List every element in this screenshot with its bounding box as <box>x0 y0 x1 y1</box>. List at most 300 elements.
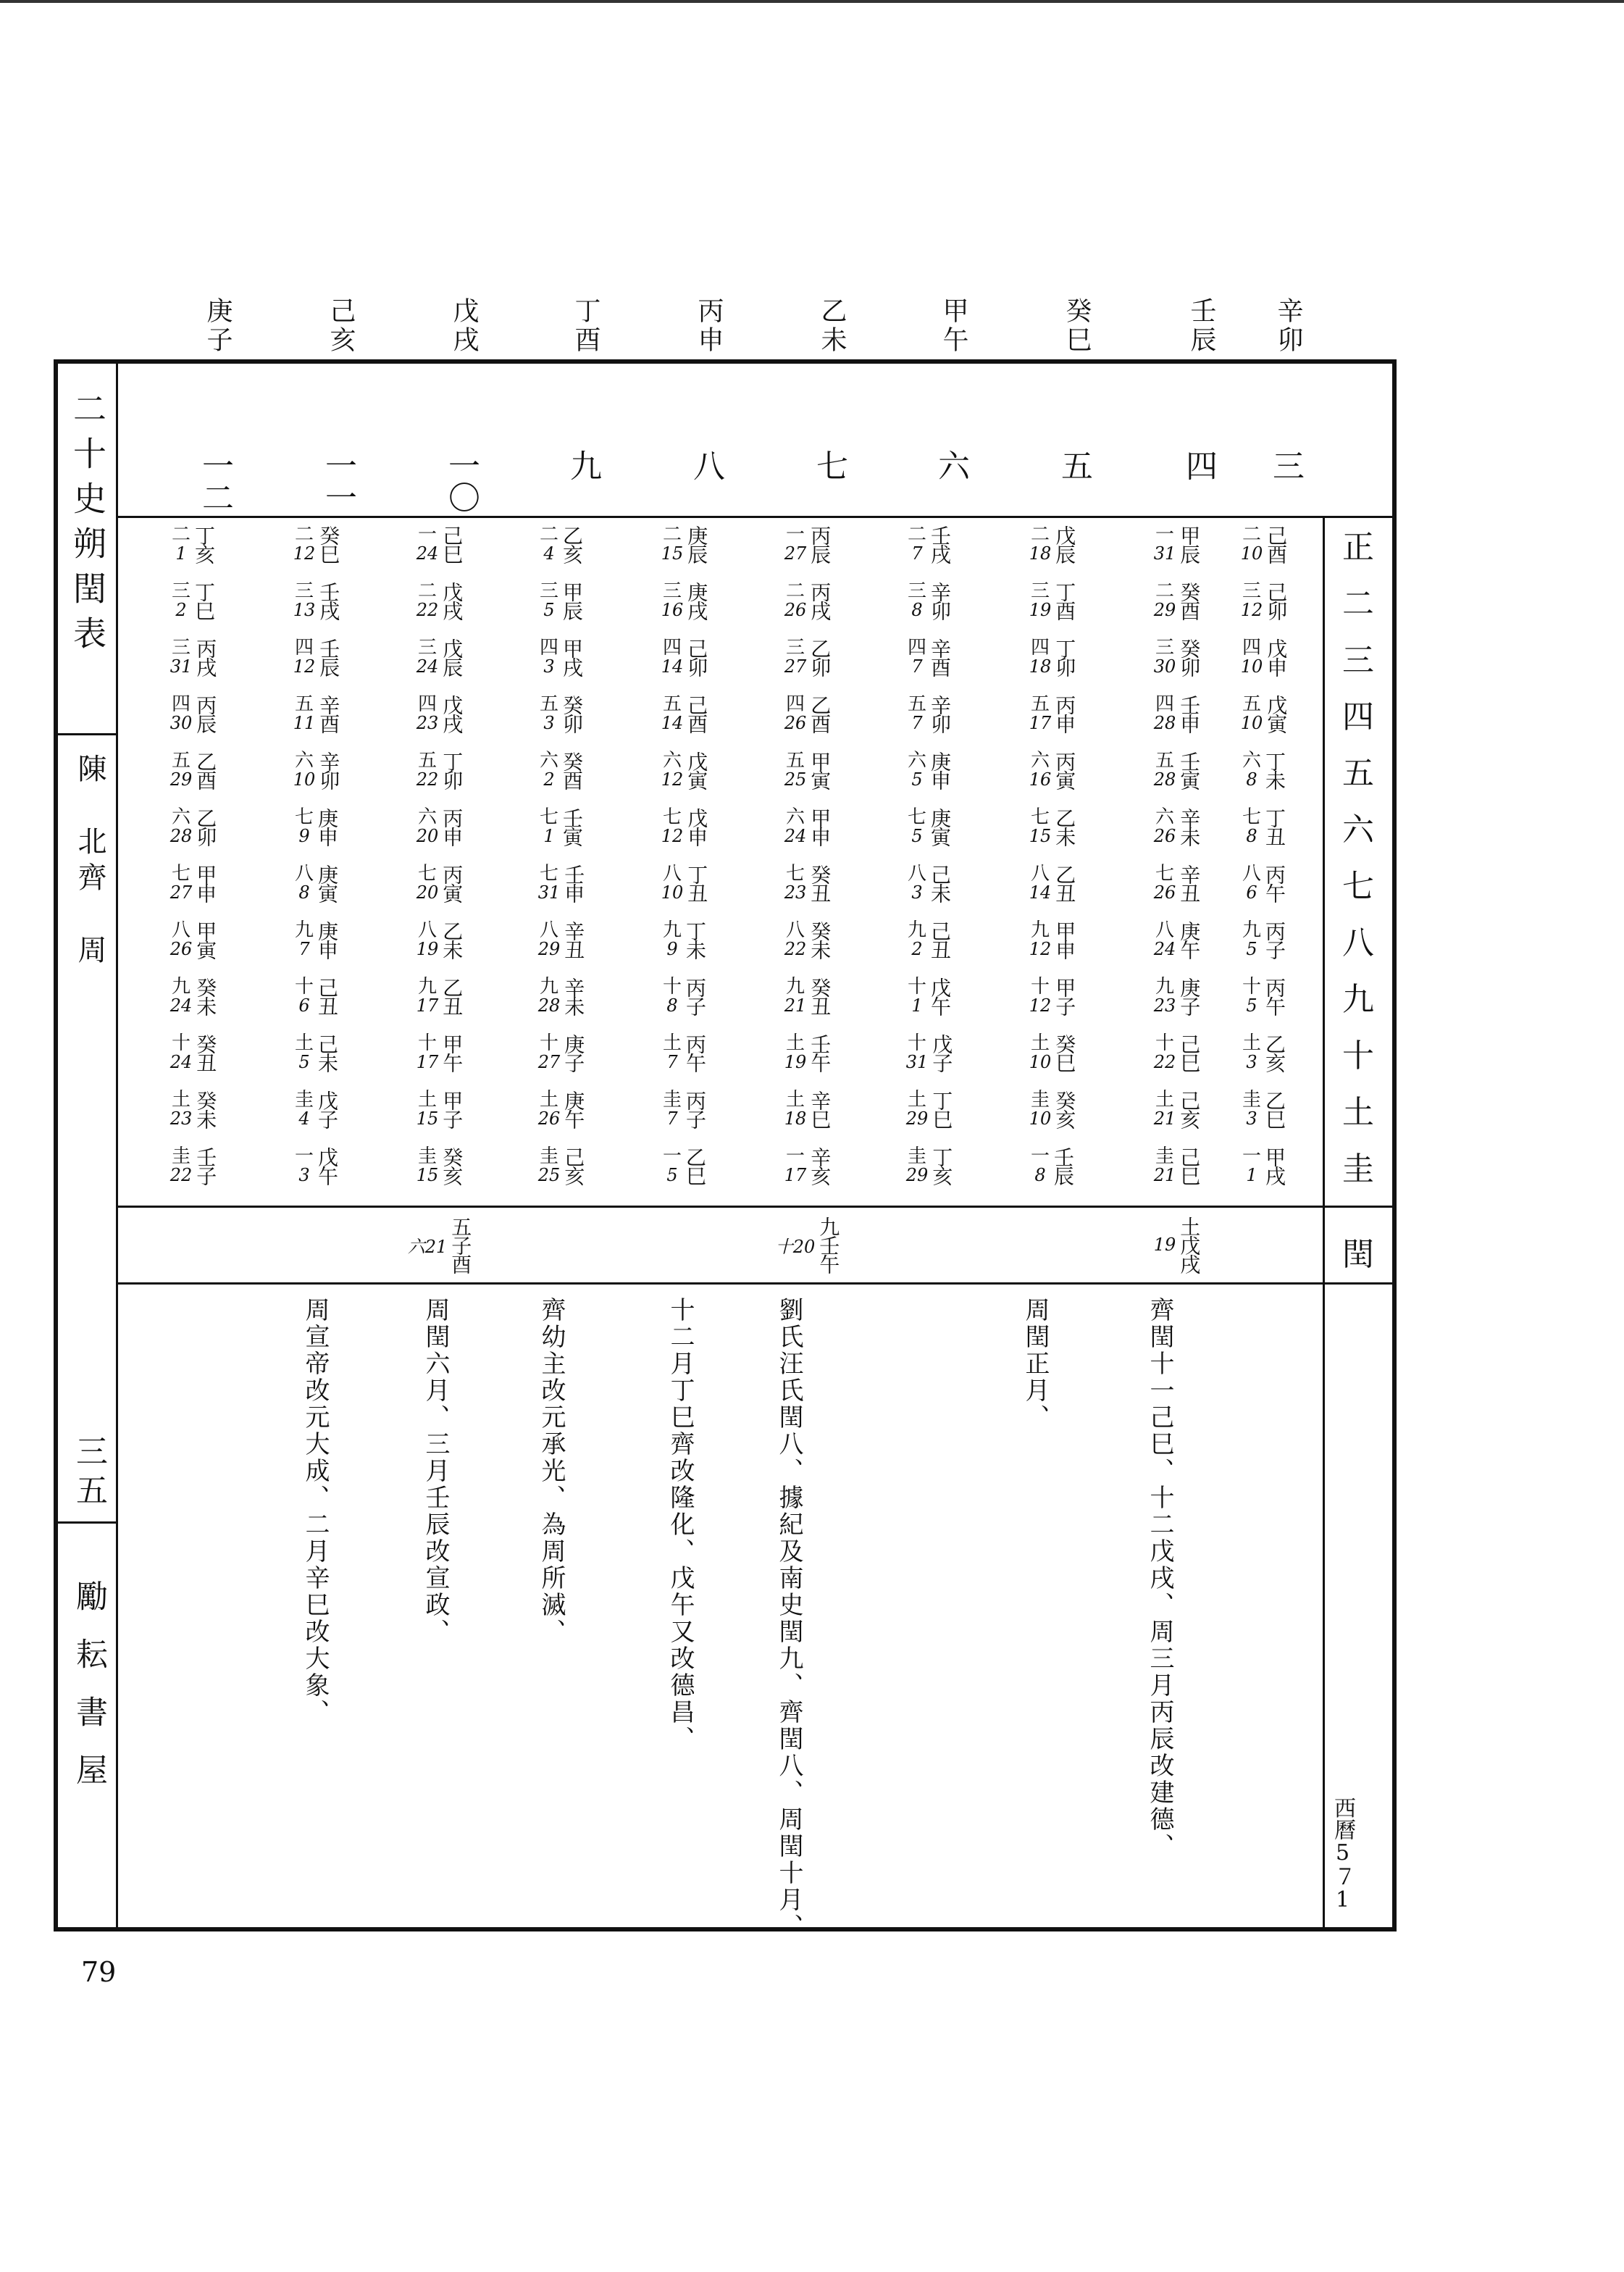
ganzhi-text: 壬子 <box>193 1147 218 1185</box>
table-cell <box>1229 572 1298 629</box>
western-month: 土 <box>1030 1032 1050 1054</box>
western-date <box>784 695 807 732</box>
western-date <box>661 695 684 732</box>
western-day: 3 <box>911 882 923 903</box>
western-day: 5 <box>911 826 923 847</box>
western-month: 圭 <box>907 1145 926 1167</box>
western-month: 土 <box>539 1088 558 1111</box>
western-day: 5 <box>911 769 923 790</box>
ganzhi-text: 乙酉 <box>193 751 218 789</box>
table-cell <box>526 685 595 742</box>
table-cell <box>772 968 842 1024</box>
western-day: 30 <box>1153 656 1176 677</box>
western-month: 六 <box>294 749 314 772</box>
year-column-number: 九 <box>564 449 601 481</box>
table-cell <box>894 911 963 968</box>
table-cell <box>772 1024 842 1081</box>
western-date <box>1241 582 1263 619</box>
western-day: 21 <box>1153 1165 1176 1186</box>
ganzhi-text: 甲午 <box>440 1034 464 1072</box>
table-cell <box>158 798 227 855</box>
table-cell <box>894 968 963 1024</box>
ganzhi-text: 丙午 <box>1263 864 1286 902</box>
table-cell <box>158 685 227 742</box>
western-month: 九 <box>1155 975 1174 998</box>
western-month: 九 <box>171 975 191 998</box>
ganzhi-text: 丁丑 <box>685 864 709 902</box>
western-month: 五 <box>171 749 191 772</box>
western-date <box>295 977 314 1015</box>
western-date <box>1242 921 1261 958</box>
western-month: 五 <box>417 749 437 772</box>
western-day: 6 <box>1246 882 1257 903</box>
table-cell <box>281 1081 351 1137</box>
western-date <box>784 582 807 619</box>
table-cell <box>281 798 351 855</box>
western-date <box>538 1147 561 1185</box>
western-day: 17 <box>416 995 439 1016</box>
ganzhi-text: 戊辰 <box>440 638 464 676</box>
western-day: 29 <box>169 769 193 790</box>
western-date <box>1029 582 1052 619</box>
western-day: 7 <box>298 939 310 960</box>
western-month: 六 <box>1030 749 1050 772</box>
western-day: 2 <box>543 769 555 790</box>
ganzhi-text: 壬寅 <box>1177 751 1202 789</box>
western-date <box>1242 1034 1261 1072</box>
ganzhi-text: 癸亥 <box>1052 1090 1077 1128</box>
western-day: 3 <box>543 656 555 677</box>
western-month: 二 <box>539 523 558 546</box>
ganzhi-text: 乙酉 <box>808 695 832 732</box>
western-date <box>1154 1147 1176 1185</box>
table-cell <box>1142 911 1211 968</box>
ganzhi-text: 辛酉 <box>317 695 341 732</box>
table-cell <box>281 1024 351 1081</box>
table-cell <box>526 629 595 685</box>
table-cell <box>1017 1137 1087 1194</box>
table-cell <box>526 855 595 911</box>
ganzhi-text: 庚午 <box>561 1090 586 1128</box>
western-day: 17 <box>784 1165 807 1186</box>
table-cell <box>1142 1081 1211 1137</box>
ganzhi-text: 癸未 <box>193 977 218 1015</box>
western-month: 八 <box>662 862 682 885</box>
table-cell <box>1229 629 1298 685</box>
western-day: 23 <box>169 1108 193 1129</box>
western-day: 22 <box>416 769 439 790</box>
ganzhi-text: 庚寅 <box>928 808 952 845</box>
western-date <box>417 864 439 902</box>
western-day: 20 <box>416 882 439 903</box>
western-day: 4 <box>543 543 555 564</box>
table-cell <box>526 1137 595 1194</box>
ganzhi-text: 丙辰 <box>193 695 218 732</box>
western-day: 29 <box>1153 600 1176 621</box>
table-cell <box>404 572 474 629</box>
western-month: 九 <box>417 975 437 998</box>
western-day: 26 <box>784 713 807 734</box>
western-day: 3 <box>1246 1108 1257 1129</box>
western-date <box>417 751 439 789</box>
ganzhi-text: 丙子 <box>1263 921 1286 958</box>
table-cell <box>158 855 227 911</box>
table-cell <box>1017 798 1087 855</box>
ganzhi-text: 甲申 <box>193 864 218 902</box>
table-cell <box>1017 572 1087 629</box>
western-year-label: 西曆5７1 <box>1330 1797 1355 1913</box>
western-day: 29 <box>537 939 561 960</box>
year-column-number: 六 <box>932 449 969 481</box>
western-date <box>1242 1090 1261 1128</box>
month-label: 八 <box>1342 924 1374 961</box>
western-day: 5 <box>543 600 555 621</box>
western-day: 8 <box>1034 1165 1046 1186</box>
table-cell <box>649 1137 719 1194</box>
western-date <box>1242 864 1261 902</box>
ganzhi-text: 丁巳 <box>929 1090 954 1128</box>
table-cell <box>526 1024 595 1081</box>
table-cell <box>1142 516 1211 572</box>
table-cell <box>772 798 842 855</box>
table-cell <box>404 855 474 911</box>
western-month: 圭 <box>539 1145 558 1167</box>
western-month: 三 <box>785 636 805 659</box>
western-date <box>663 1147 682 1185</box>
western-month: 三 <box>1030 580 1050 602</box>
spine-divider-3 <box>54 1927 116 1929</box>
table-cell <box>894 855 963 911</box>
western-month: 四 <box>1242 636 1261 659</box>
ganzhi-text: 己卯 <box>685 638 709 676</box>
western-day: 12 <box>293 543 316 564</box>
western-month: 七 <box>907 806 926 828</box>
table-cell <box>526 516 595 572</box>
western-date <box>293 525 316 563</box>
ganzhi-text: 甲辰 <box>560 582 584 619</box>
annotation-note: 齊幼主改元承光、為周所滅、 <box>537 1297 566 1645</box>
table-cell <box>404 911 474 968</box>
western-date <box>538 864 561 902</box>
ganzhi-text: 丙子 <box>683 977 707 1015</box>
western-day: 9 <box>666 939 678 960</box>
table-cell <box>1142 855 1211 911</box>
western-date <box>295 1090 314 1128</box>
western-date <box>417 1034 439 1072</box>
western-month: 三 <box>1155 636 1174 659</box>
western-month: 四 <box>907 636 926 659</box>
ganzhi-text: 丁亥 <box>192 525 216 563</box>
western-month: 土 <box>1155 1088 1174 1111</box>
western-month: 四 <box>1155 693 1174 715</box>
ganzhi-text: 丁亥 <box>929 1147 954 1185</box>
western-date <box>538 921 561 958</box>
year-label: 戊戌 <box>449 297 479 355</box>
table-cell <box>1229 1024 1298 1081</box>
western-month: 三 <box>417 636 437 659</box>
western-date <box>908 808 926 845</box>
ganzhi-text: 己未 <box>315 1034 339 1072</box>
ganzhi-text: 庚子 <box>1177 977 1202 1015</box>
western-day: 22 <box>784 939 807 960</box>
western-month: 三 <box>1242 580 1261 602</box>
table-cell <box>158 629 227 685</box>
year-column-number: 四 <box>1180 449 1217 481</box>
western-day: 26 <box>784 600 807 621</box>
western-day: 17 <box>1029 713 1052 734</box>
year-label: 乙未 <box>817 297 847 355</box>
western-month: 六 <box>662 749 682 772</box>
ganzhi-text: 己卯 <box>1264 582 1289 619</box>
ganzhi-text: 戊子 <box>929 1034 954 1072</box>
ganzhi-text: 己未 <box>928 864 952 902</box>
annotation-note: 劉氏汪氏閏八、據紀及南史閏九、齊閏八、周閏十月、 <box>774 1297 803 1940</box>
western-date <box>538 1034 561 1072</box>
ganzhi-text: 乙巳 <box>1263 1090 1286 1128</box>
western-date <box>1031 1147 1050 1185</box>
western-date <box>417 638 439 676</box>
ganzhi-text: 癸丑 <box>808 977 832 1015</box>
western-month: 二 <box>1030 523 1050 546</box>
month-label: 二 <box>1342 585 1374 622</box>
table-cell <box>158 516 227 572</box>
western-day: 5 <box>1246 995 1257 1016</box>
western-date <box>295 808 314 845</box>
year-column-number: 八 <box>687 449 724 481</box>
spine-page: 三五 <box>70 1434 107 1513</box>
western-date <box>1154 1090 1176 1128</box>
western-date <box>908 695 926 732</box>
annotation-note: 周閏正月、 <box>1021 1297 1050 1431</box>
ganzhi-text: 甲申 <box>1052 921 1077 958</box>
western-month: 十 <box>1155 1032 1174 1054</box>
table-rule <box>116 359 118 1931</box>
year-header-row <box>0 290 1624 362</box>
table-cell <box>281 855 351 911</box>
western-month: 三 <box>662 580 682 602</box>
ganzhi-text: 戊申 <box>1264 638 1289 676</box>
ganzhi-text: 甲寅 <box>193 921 218 958</box>
ganzhi-text: 癸未 <box>808 921 832 958</box>
western-day: 3 <box>1246 1052 1257 1073</box>
western-date <box>540 638 558 676</box>
ganzhi-text: 丙午 <box>1263 977 1286 1015</box>
year-label: 丁酉 <box>571 297 600 355</box>
western-day: 14 <box>1029 882 1052 903</box>
table-cell <box>281 911 351 968</box>
western-day: 30 <box>169 713 193 734</box>
ganzhi-text: 辛巳 <box>808 1090 832 1128</box>
western-month: 土 <box>417 1088 437 1111</box>
western-date <box>784 1090 807 1128</box>
western-date <box>1154 751 1176 789</box>
western-date <box>784 525 807 563</box>
western-date <box>663 1090 682 1128</box>
western-day: 15 <box>416 1165 439 1186</box>
western-month: 十 <box>294 975 314 998</box>
annotation-note: 周宣帝改元大成、二月辛巳改大象、 <box>301 1297 330 1726</box>
ganzhi-text: 己丑 <box>315 977 339 1015</box>
ganzhi-text: 丁卯 <box>440 751 464 789</box>
western-date <box>1242 1147 1261 1185</box>
table-cell <box>404 742 474 798</box>
month-label: 閏 <box>1342 1236 1374 1273</box>
ganzhi-text: 丙申 <box>1052 695 1077 732</box>
western-month: 十 <box>417 1032 437 1054</box>
western-month: 十 <box>539 1032 558 1054</box>
table-cell <box>281 685 351 742</box>
western-month: 十 <box>662 975 682 998</box>
western-month: 二 <box>785 580 805 602</box>
table-rule <box>116 1206 1397 1208</box>
western-date <box>663 1034 682 1072</box>
month-label: 圭 <box>1342 1150 1374 1187</box>
spine-title: 二十史朔閏表 <box>68 391 107 661</box>
table-cell <box>281 968 351 1024</box>
ganzhi-text: 乙亥 <box>560 525 584 563</box>
western-month: 圭 <box>417 1145 437 1167</box>
western-date <box>170 1147 193 1185</box>
ganzhi-text: 丁未 <box>683 921 707 958</box>
ganzhi-text: 己巳 <box>440 525 464 563</box>
table-cell <box>404 798 474 855</box>
western-date <box>170 1034 193 1072</box>
ganzhi-text: 辛卯 <box>928 582 952 619</box>
western-date <box>661 525 684 563</box>
western-day: 22 <box>1153 1052 1176 1073</box>
western-day: 12 <box>1029 995 1052 1016</box>
western-month: 八 <box>1155 919 1174 941</box>
western-date <box>784 1034 807 1072</box>
western-date <box>540 525 558 563</box>
table-cell <box>404 629 474 685</box>
western-month: 七 <box>1242 806 1261 828</box>
western-month: 二 <box>1242 523 1261 546</box>
western-day: 7 <box>911 656 923 677</box>
ganzhi-text: 乙卯 <box>808 638 832 676</box>
western-month: 四 <box>1030 636 1050 659</box>
ganzhi-text: 乙未 <box>1052 808 1077 845</box>
western-day: 18 <box>1029 656 1052 677</box>
western-month: 六 <box>171 806 191 828</box>
western-month: 六 <box>907 749 926 772</box>
western-date <box>417 1147 439 1185</box>
table-cell <box>526 742 595 798</box>
table-cell <box>1229 798 1298 855</box>
western-month: 一 <box>1030 1145 1050 1167</box>
spine-divider <box>54 733 116 735</box>
western-date <box>784 638 807 676</box>
ganzhi-text: 戊午 <box>928 977 952 1015</box>
western-day: 29 <box>905 1165 929 1186</box>
table-cell <box>1229 968 1298 1024</box>
western-month: 一 <box>1155 523 1174 546</box>
western-date <box>417 1090 439 1128</box>
western-date <box>540 695 558 732</box>
ganzhi-text: 丁巳 <box>192 582 216 619</box>
western-month: 四 <box>294 636 314 659</box>
ganzhi-text: 己酉 <box>1264 525 1289 563</box>
leap-date: 十20 <box>775 1236 816 1257</box>
western-date <box>1029 1034 1052 1072</box>
table-cell <box>894 516 963 572</box>
western-date <box>1029 525 1052 563</box>
western-day: 7 <box>911 543 923 564</box>
ganzhi-text: 己酉 <box>685 695 709 732</box>
western-day: 18 <box>784 1108 807 1129</box>
leap-ganzhi: 五子酉 <box>448 1216 473 1273</box>
western-date <box>908 977 926 1015</box>
ganzhi-text: 己巳 <box>1177 1034 1202 1072</box>
table-cell <box>1142 1024 1211 1081</box>
western-month: 四 <box>785 693 805 715</box>
western-month: 圭 <box>294 1088 314 1111</box>
month-label: 七 <box>1342 868 1374 905</box>
ganzhi-text: 癸巳 <box>317 525 341 563</box>
western-date <box>417 921 439 958</box>
ganzhi-text: 丙子 <box>683 1090 707 1128</box>
ganzhi-text: 癸酉 <box>560 751 584 789</box>
western-date <box>170 695 193 732</box>
western-date <box>1154 695 1176 732</box>
ganzhi-text: 庚寅 <box>315 864 339 902</box>
western-month: 五 <box>907 693 926 715</box>
western-month: 五 <box>662 693 682 715</box>
western-day: 11 <box>293 713 316 734</box>
western-month: 五 <box>1030 693 1050 715</box>
western-month: 七 <box>539 862 558 885</box>
western-month: 土 <box>171 1088 191 1111</box>
annotation-note: 十二月丁巳齊改隆化、戊午又改德昌、 <box>666 1297 695 1753</box>
table-cell <box>1142 685 1211 742</box>
table-cell <box>894 798 963 855</box>
ganzhi-text: 壬午 <box>808 1034 832 1072</box>
western-date <box>1154 921 1176 958</box>
ganzhi-text: 辛丑 <box>561 921 586 958</box>
western-month: 十 <box>1030 975 1050 998</box>
western-day: 25 <box>784 769 807 790</box>
western-date <box>1154 582 1176 619</box>
table-cell <box>1017 516 1087 572</box>
western-day: 26 <box>537 1108 561 1129</box>
western-month: 土 <box>294 1032 314 1054</box>
western-date <box>293 582 316 619</box>
western-month: 八 <box>539 919 558 941</box>
ganzhi-text: 丁未 <box>1263 751 1286 789</box>
western-month: 七 <box>662 806 682 828</box>
western-date <box>1029 864 1052 902</box>
western-date <box>170 638 193 676</box>
ganzhi-text: 戊寅 <box>685 751 709 789</box>
western-date <box>417 977 439 1015</box>
western-date <box>293 638 316 676</box>
western-date <box>908 864 926 902</box>
western-date <box>293 695 316 732</box>
table-cell <box>894 742 963 798</box>
western-month: 一 <box>785 523 805 546</box>
western-month: 五 <box>785 749 805 772</box>
table-cell <box>404 1024 474 1081</box>
table-cell <box>158 572 227 629</box>
western-day: 22 <box>416 600 439 621</box>
table-cell <box>649 968 719 1024</box>
table-cell <box>772 516 842 572</box>
ganzhi-text: 壬申 <box>1177 695 1202 732</box>
page-number: 79 <box>81 1956 117 1988</box>
ganzhi-text: 乙丑 <box>1052 864 1077 902</box>
year-label: 甲午 <box>939 297 968 355</box>
western-day: 27 <box>784 656 807 677</box>
